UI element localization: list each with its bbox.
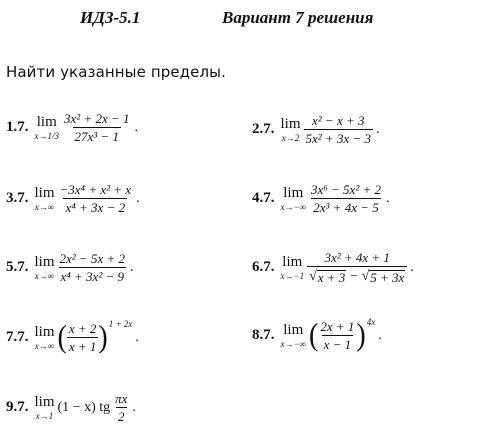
problem-number: 6.7. — [252, 259, 275, 276]
fraction — [309, 183, 383, 214]
period: . — [376, 121, 380, 137]
exponent: 1 + 2x — [108, 319, 133, 329]
problem-3-7 — [6, 183, 140, 214]
period: . — [378, 327, 382, 343]
limit-operator: lim x→∞ — [34, 253, 55, 281]
fraction — [62, 112, 131, 143]
left-paren: ( — [57, 319, 67, 355]
exponent: 4x — [366, 317, 376, 327]
problem-6-7 — [252, 251, 414, 284]
numerator: πx — [115, 391, 128, 406]
doc-title: ИДЗ-5.1 — [80, 8, 141, 27]
radical-sign: √ — [361, 268, 370, 284]
sqrt-left: √ x + 3 — [309, 268, 346, 285]
denominator: x − 1 — [323, 336, 352, 352]
fraction — [58, 183, 134, 214]
fraction — [307, 251, 407, 284]
problem-8-7 — [252, 317, 382, 353]
numerator: −3x⁴ + x² + x — [59, 182, 132, 197]
limit-subscript: x→−1 — [280, 270, 305, 281]
problem-number: 5.7. — [6, 259, 29, 276]
limit-operator: lim x→1 — [34, 393, 55, 421]
limit-operator: lim x→−1 — [280, 253, 305, 281]
problem-number: 1.7. — [6, 119, 29, 136]
denominator: x + 1 — [68, 338, 97, 354]
limit-operator: lim x→1/3 — [34, 113, 59, 141]
problem-5-7 — [6, 252, 134, 283]
right-paren: ) — [98, 319, 108, 355]
fraction — [67, 322, 99, 353]
right-paren: ) — [356, 317, 366, 353]
limit-operator: lim x→∞ — [34, 323, 55, 351]
problem-number: 2.7. — [252, 121, 275, 138]
task-instruction: Найти указанные пределы. — [6, 63, 226, 81]
limit-subscript: x→−∞ — [280, 201, 306, 212]
problem-number: 8.7. — [252, 327, 275, 344]
numerator: x² − x + 3 — [312, 113, 365, 128]
limit-subscript: x→−∞ — [280, 338, 306, 349]
numerator: 2x² − 5x + 2 — [59, 251, 125, 266]
radical-sign: √ — [309, 268, 317, 284]
period: . — [130, 259, 134, 275]
problem-4-7 — [252, 183, 390, 214]
limit-operator: lim x→∞ — [34, 184, 55, 212]
problem-1-7 — [6, 112, 138, 143]
period: . — [134, 119, 138, 135]
denominator: 2 — [118, 408, 125, 424]
left-paren: ( — [308, 317, 319, 353]
period: . — [410, 259, 414, 275]
numerator: 2x + 1 — [320, 319, 355, 334]
period: . — [136, 190, 140, 206]
limit-operator: lim x→−∞ — [280, 321, 306, 349]
limit-subscript: x→∞ — [34, 270, 55, 281]
fraction — [58, 252, 127, 283]
limit-subscript: x→2 — [281, 132, 300, 143]
variant-title: Вариант 7 решения — [222, 8, 374, 27]
problem-7-7 — [6, 319, 139, 355]
limit-subscript: x→∞ — [34, 340, 55, 351]
fraction — [318, 320, 356, 351]
period: . — [132, 399, 136, 415]
denominator: 27x³ − 1 — [74, 128, 119, 144]
numerator: 3x² + 2x − 1 — [64, 111, 130, 126]
problem-number: 9.7. — [6, 399, 29, 416]
numerator: 3x⁶ − 5x² + 2 — [310, 182, 381, 197]
fraction — [113, 392, 129, 423]
denominator: √ x + 3 − √ 5 + 3x — [307, 266, 407, 285]
denominator: 2x³ + 4x − 5 — [313, 199, 379, 215]
period: . — [135, 329, 139, 345]
denominator: 5x² + 3x − 3 — [305, 130, 371, 146]
numerator: x + 2 — [68, 321, 97, 336]
limit-operator: lim x→2 — [280, 115, 301, 143]
limit-subscript: x→1 — [35, 410, 54, 421]
limit-operator: lim x→−∞ — [280, 184, 306, 212]
limit-subscript: x→1/3 — [34, 130, 59, 141]
period: . — [386, 190, 390, 206]
problem-number: 4.7. — [252, 190, 275, 207]
sqrt-right: √ 5 + 3x — [361, 268, 405, 285]
problem-number: 3.7. — [6, 190, 29, 207]
denominator: x⁴ + 3x² − 9 — [60, 268, 125, 284]
problem-2-7 — [252, 114, 380, 145]
problem-number: 7.7. — [6, 329, 29, 346]
expression: (1 − x) tg — [57, 399, 111, 415]
limit-subscript: x→∞ — [34, 201, 55, 212]
denominator: x⁴ + 3x − 2 — [65, 199, 126, 215]
problem-9-7 — [6, 392, 136, 423]
fraction — [304, 114, 373, 145]
numerator: 3x² + 4x + 1 — [324, 250, 390, 265]
